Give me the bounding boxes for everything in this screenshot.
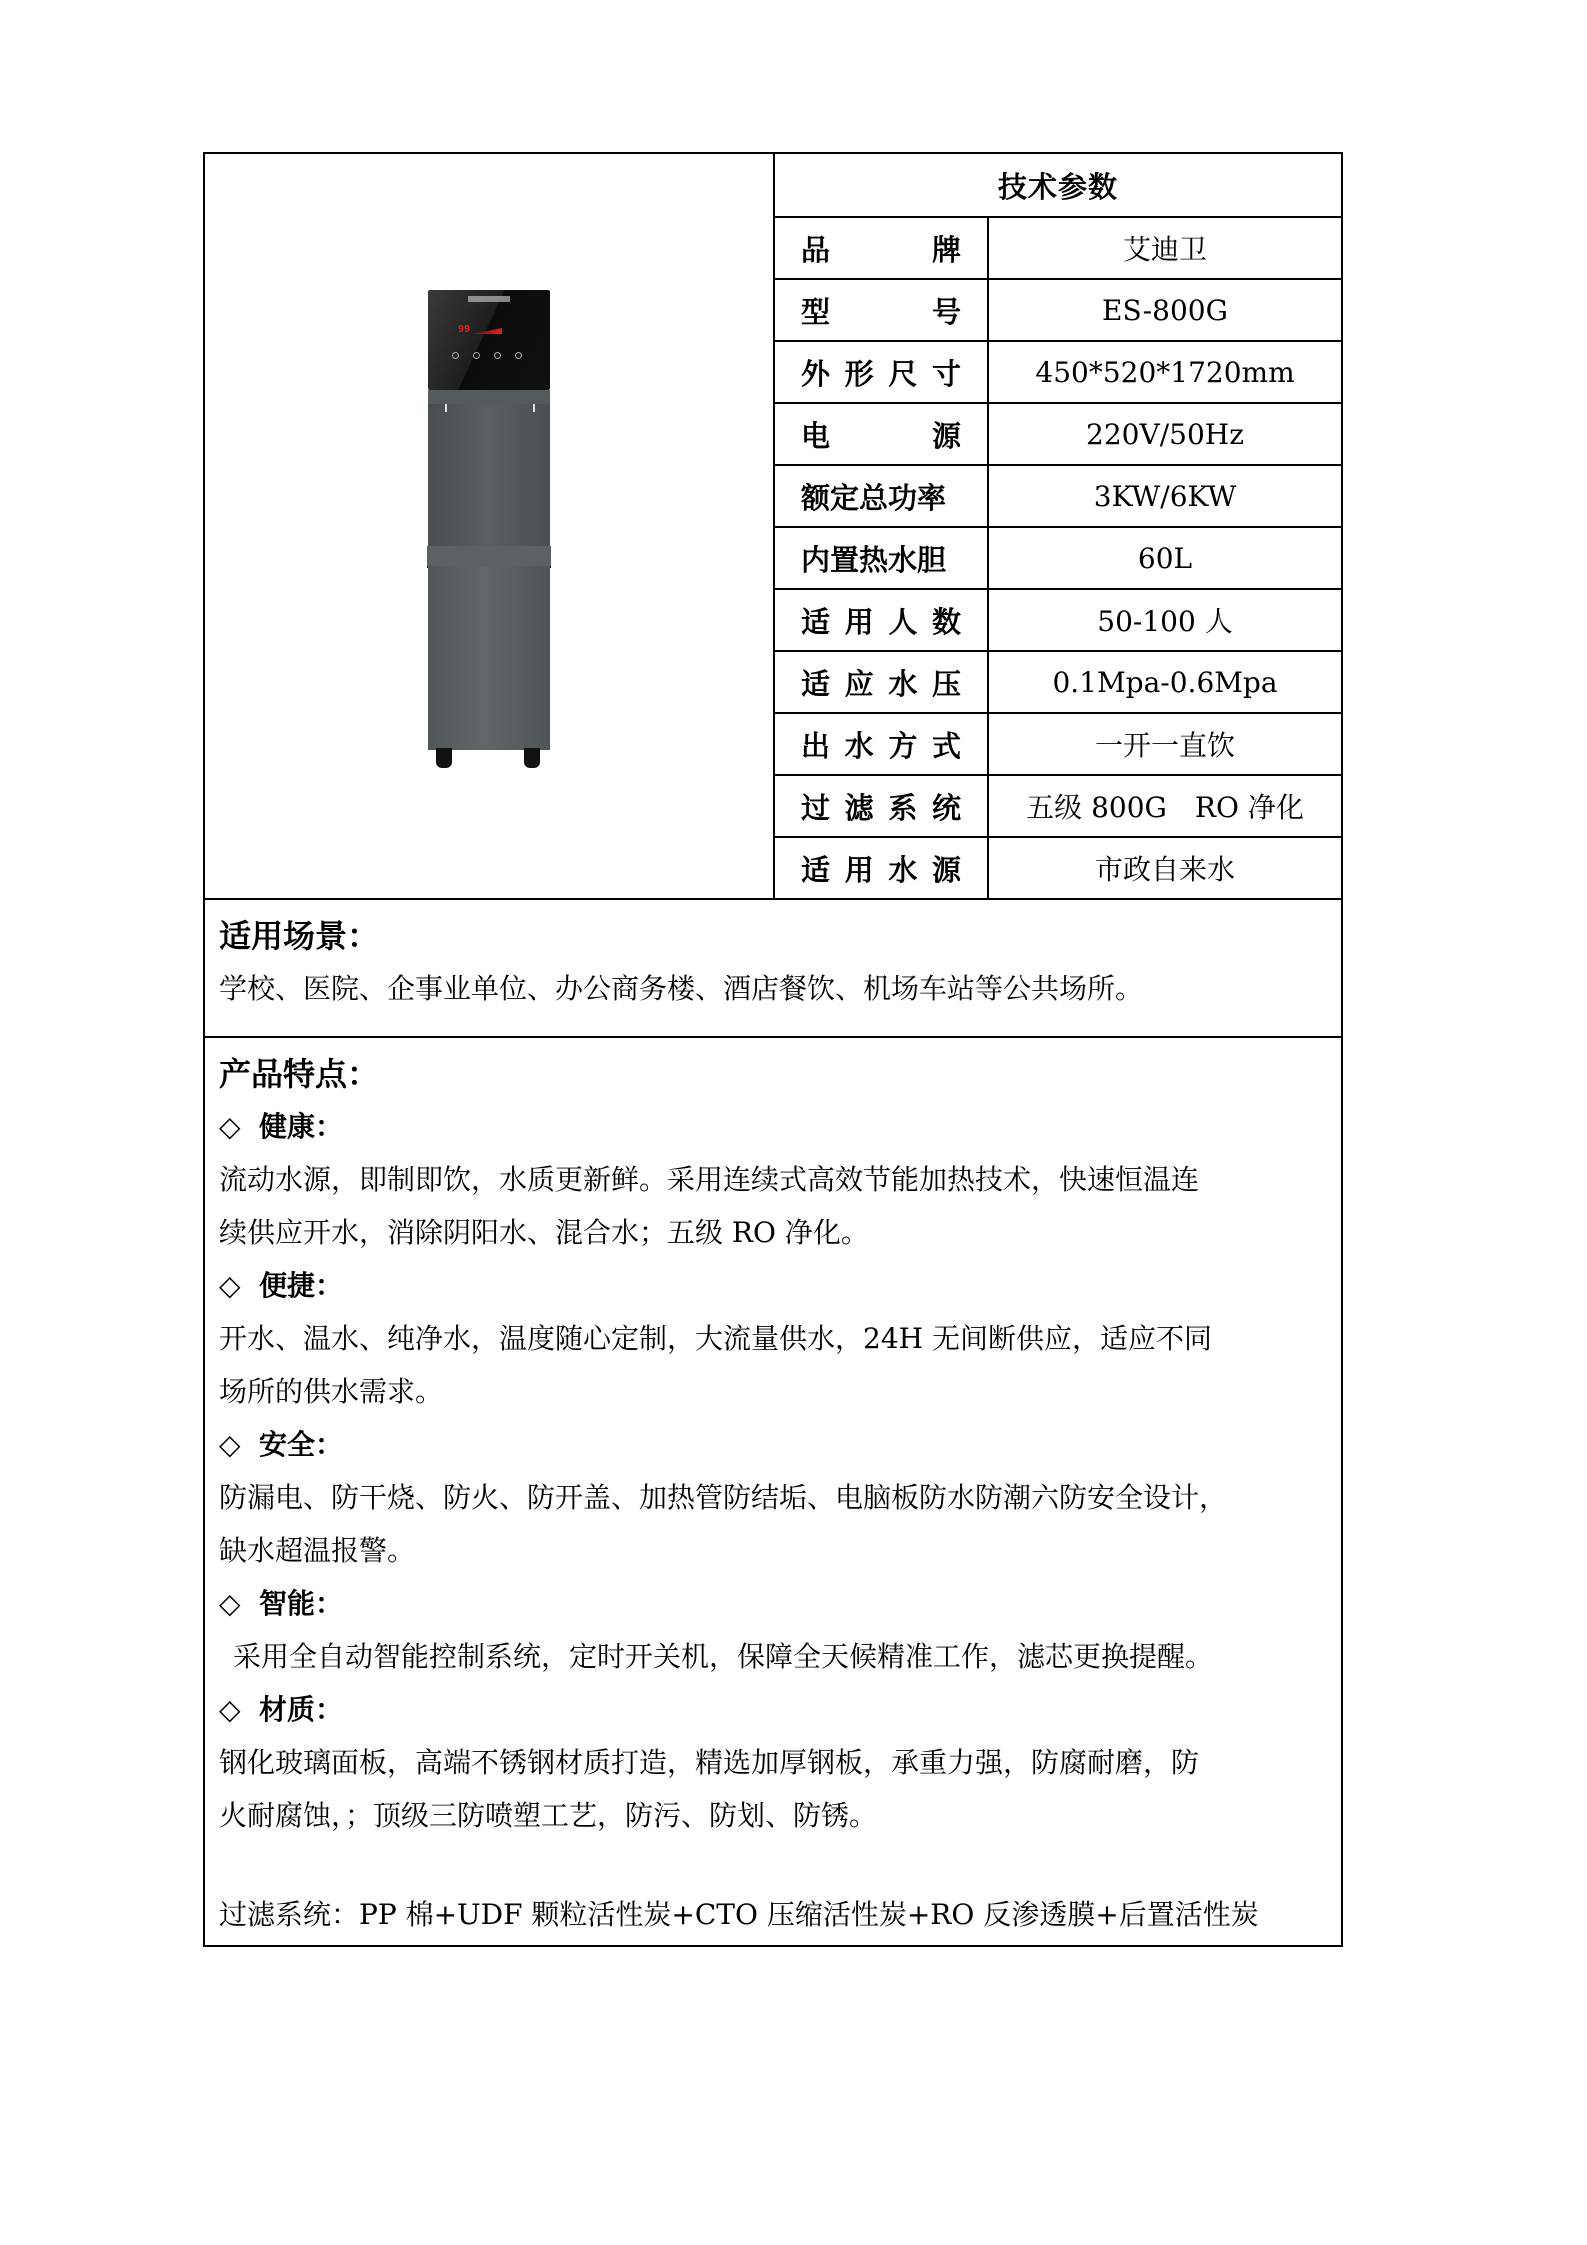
spec-value: 3KW/6KW (1093, 479, 1237, 513)
spec-label-char: 适 (801, 604, 831, 639)
faucet-icon (533, 404, 535, 412)
spec-label-char: 牌 (931, 232, 961, 267)
spec-label-char: 应 (844, 666, 874, 701)
spec-label-char: 尺 (888, 356, 918, 391)
spec-label (775, 590, 989, 650)
spec-row (775, 466, 1341, 528)
spec-value: 0.1Mpa-0.6Mpa (1052, 665, 1278, 699)
spec-label-char: 过 (801, 790, 831, 825)
spec-row (775, 714, 1341, 776)
spec-label-char: 号 (931, 294, 961, 329)
scenes-section (205, 900, 1341, 1038)
spec-row (775, 280, 1341, 342)
feature-title (219, 1418, 1327, 1471)
drip-tray (428, 390, 550, 405)
spec-label-char: 额定总功率 (801, 480, 947, 515)
spec-row (775, 590, 1341, 652)
features-heading: 产品特点： (219, 1055, 380, 1093)
spec-value: 450*520*1720mm (1035, 355, 1295, 389)
spec-row (775, 652, 1341, 714)
spec-value: ES-800G (1102, 293, 1228, 327)
feature-text-line: 缺水超温报警。 (219, 1534, 416, 1567)
scenes-text: 学校、医院、企事业单位、办公商务楼、酒店餐饮、机场车站等公共场所。 (219, 972, 1144, 1005)
brand-logo (468, 296, 510, 302)
diamond-bullet-icon: ◇ (219, 1110, 241, 1143)
diamond-bullet-icon: ◇ (219, 1428, 241, 1461)
spec-value: 五级 800G RO 净化 (1026, 791, 1304, 824)
spec-label-char: 源 (931, 418, 961, 453)
diamond-bullet-icon: ◇ (219, 1269, 241, 1302)
spec-label-char: 形 (844, 356, 874, 391)
spec-label-char: 水 (844, 728, 874, 763)
spec-row (775, 218, 1341, 280)
feature-text-line: 流动水源，即制即饮，水质更新鲜。采用连续式高效节能加热技术，快速恒温连 (219, 1163, 1200, 1196)
panel-button-icon (452, 352, 459, 359)
cabinet-band (427, 546, 551, 568)
feature-title-text: 健康： (259, 1110, 344, 1143)
spec-label-char: 系 (888, 790, 918, 825)
spec-label-char: 源 (931, 852, 961, 887)
spec-label-char: 电 (801, 418, 831, 453)
top-section (205, 154, 1341, 900)
spec-label (775, 218, 989, 278)
spec-label-char: 统 (931, 790, 961, 825)
feature-title (219, 1100, 1327, 1153)
wheel-icon (436, 748, 452, 768)
panel-button-icon (494, 352, 501, 359)
feature-title-text: 材质： (259, 1693, 344, 1726)
lower-cabinet (428, 566, 550, 750)
spec-label (775, 466, 989, 526)
panel-button-icon (473, 352, 480, 359)
spec-label (775, 652, 989, 712)
feature-text-line: 场所的供水需求。 (219, 1375, 444, 1408)
spec-label-char: 方 (888, 728, 918, 763)
spec-row (775, 342, 1341, 404)
spec-row (775, 776, 1341, 838)
spec-label-char: 数 (931, 604, 961, 639)
feature-title-text: 便捷： (259, 1269, 344, 1302)
diamond-bullet-icon: ◇ (219, 1587, 241, 1620)
wheel-icon (524, 748, 540, 768)
spec-label-char: 出 (801, 728, 831, 763)
control-panel (428, 290, 550, 390)
spec-label-char: 寸 (931, 356, 961, 391)
feature-title (219, 1683, 1327, 1736)
spec-value: 220V/50Hz (1086, 417, 1244, 451)
spec-value: 艾迪卫 (1122, 233, 1207, 266)
spec-label-char: 水 (888, 666, 918, 701)
diamond-bullet-icon: ◇ (219, 1693, 241, 1726)
level-bars (472, 328, 502, 334)
feature-text-line: 开水、温水、纯净水，温度随心定制，大流量供水，24H 无间断供应，适应不同 (219, 1322, 1212, 1355)
spec-label-char: 型 (801, 294, 831, 329)
spec-label-char: 式 (931, 728, 961, 763)
scenes-heading: 适用场景： (219, 917, 380, 955)
panel-button-icon (515, 352, 522, 359)
features-section (205, 1038, 1341, 1945)
spec-label-char: 用 (844, 852, 874, 887)
spec-row (775, 404, 1341, 466)
spec-label-char: 外 (801, 356, 831, 391)
temperature-display: 99 (458, 324, 471, 335)
spec-label-char: 适 (801, 852, 831, 887)
faucet-icon (445, 404, 447, 412)
spec-table-title: 技术参数 (775, 154, 1341, 218)
spec-table (775, 154, 1341, 898)
feature-text-line: 防漏电、防干烧、防火、防开盖、加热管防结垢、电脑板防水防潮六防安全设计， (219, 1481, 1228, 1514)
feature-text-line: 钢化玻璃面板，高端不锈钢材质打造，精选加厚钢板，承重力强，防腐耐磨，防 (219, 1746, 1200, 1779)
feature-text-line: 火耐腐蚀，；顶级三防喷塑工艺，防污、防划、防锈。 (219, 1799, 878, 1832)
spec-label-char: 滤 (844, 790, 874, 825)
feature-title (219, 1259, 1327, 1312)
spec-label-char: 适 (801, 666, 831, 701)
spec-label-char: 压 (931, 666, 961, 701)
spec-label (775, 280, 989, 340)
upper-cabinet (428, 404, 550, 546)
water-dispenser-image (428, 290, 550, 764)
feature-title-text: 安全： (259, 1428, 344, 1461)
spec-value: 50-100 人 (1097, 605, 1233, 638)
spec-label (775, 528, 989, 588)
spec-label-char: 水 (888, 852, 918, 887)
product-image-cell (205, 154, 775, 898)
feature-title-text: 智能： (259, 1587, 344, 1620)
spec-label (775, 714, 989, 774)
feature-text-line: 续供应开水，消除阴阳水、混合水；五级 RO 净化。 (219, 1216, 869, 1249)
spec-value: 一开一直饮 (1094, 729, 1235, 762)
feature-text-line: 采用全自动智能控制系统，定时开关机，保障全天候精准工作，滤芯更换提醒。 (233, 1640, 1214, 1673)
spec-label (775, 776, 989, 836)
spec-label (775, 404, 989, 464)
spec-row (775, 838, 1341, 898)
spec-value: 市政自来水 (1094, 853, 1235, 886)
spec-label-char: 品 (801, 232, 831, 267)
spec-label (775, 342, 989, 402)
spec-label-char: 用 (844, 604, 874, 639)
feature-title (219, 1577, 1327, 1630)
spec-label (775, 838, 989, 898)
spec-value: 60L (1137, 541, 1193, 575)
spec-row (775, 528, 1341, 590)
spec-label-char: 人 (888, 604, 918, 639)
filter-system-note: 过滤系统：PP 棉+UDF 颗粒活性炭+CTO 压缩活性炭+RO 反渗透膜+后置活性炭 (219, 1898, 1259, 1931)
spec-label-char: 内置热水胆 (801, 542, 947, 577)
product-spec-sheet (203, 152, 1343, 1947)
